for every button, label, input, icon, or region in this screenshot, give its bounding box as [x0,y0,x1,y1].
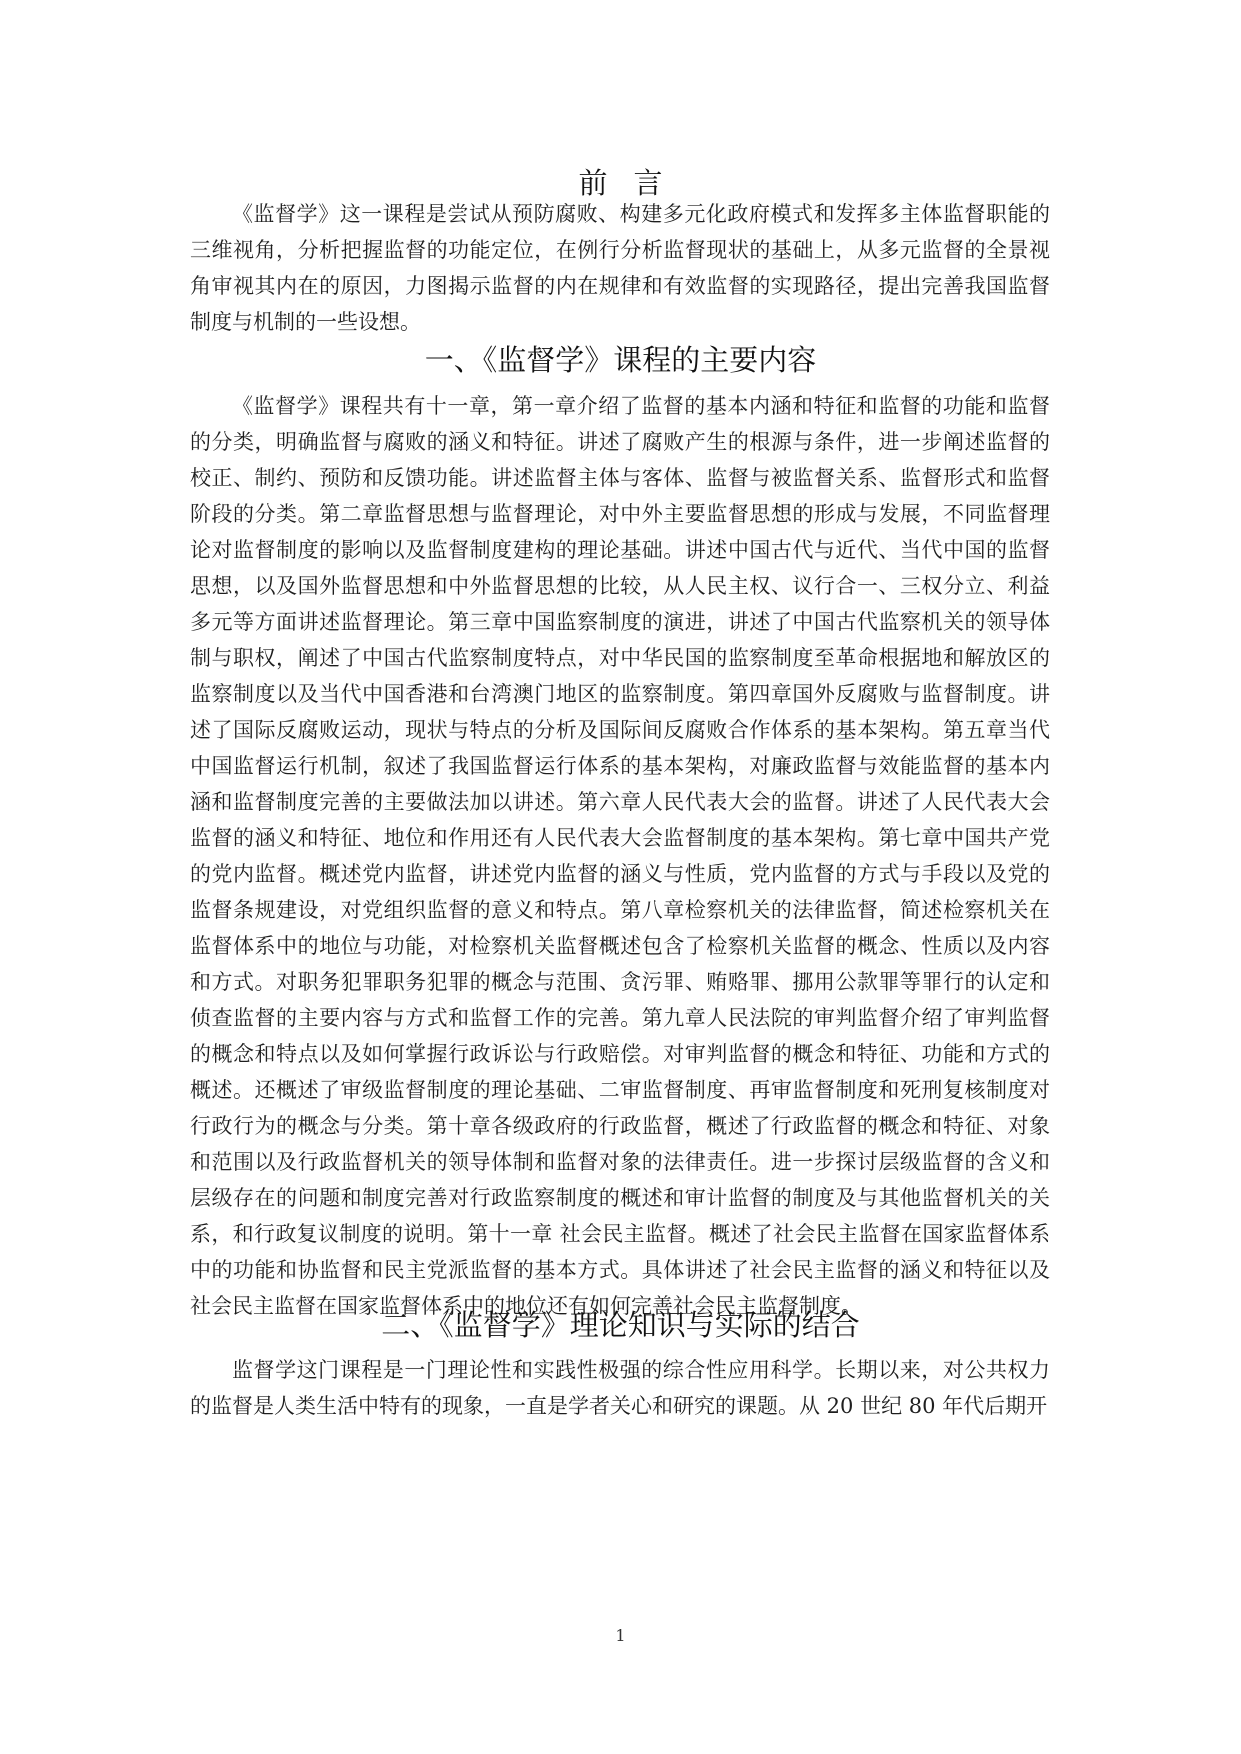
preface-paragraph: 《监督学》这一课程是尝试从预防腐败、构建多元化政府模式和发挥多主体监督职能的三维视角，分析把握监督的功能定位，在例行分析监督现状的基础上，从多元监督的全景视角审视其内在的原因，力图揭示监督的内在规律和有效监督的实现路径，提出完善我国监督制度与机制的一些设想。 [190,202,1050,334]
section-heading-1: 一、《监督学》课程的主要内容 [424,343,817,377]
page-number: 1 [615,1626,626,1645]
preface-block [190,196,1050,340]
page-title: 前言 [578,166,689,200]
section-2-body [190,1352,1050,1424]
section-2-paragraph: 监督学这门课程是一门理论性和实践性极强的综合性应用科学。长期以来，对公共权力的监督是人类生活中特有的现象，一直是学者关心和研究的课题。从 20 世纪 80 年代后期开 [190,1358,1050,1418]
section-heading-2: 二、《监督学》理论知识与实际的结合 [381,1308,860,1342]
section-1-paragraph: 《监督学》课程共有十一章，第一章介绍了监督的基本内涵和特征和监督的功能和监督的分类，明确监督与腐败的涵义和特征。讲述了腐败产生的根源与条件，进一步阐述监督的校正、制约、预防和反馈功能。讲述监督主体与客体、监督与被监督关系、监督形式和监督阶段的分类。第二章监督思想与监督理论，对中外主要监督思想的形成与发展，不同监督理论对监督制度的影响以及监督制度建构的理论基础。讲述中国古代与近代、当代中国的监督思想，以及国外监督思想和中外监督思想的比较，从人民主权、议行合一、三权分立、利益多元等方面讲述监督理论。第三章中国监察制度的演进，讲述了中国古代监察机关的领导体制与职权，阐述了中国古代监察制度特点，对中华民国的监察制度至革命根据地和解放区的监察制度以及当代中国香港和台湾澳门地区的监察制度。第四章国外反腐败与监督制度。讲述了国际反腐败运动，现状与特点的分析及国际间反腐败合作体系的基本架构。第五章当代中国监督运行机制，叙述了我国监督运行体系的基本架构，对廉政监督与效能监督的基本内涵和监督制度完善的主要做法加以讲述。第六章人民代表大会的监督。讲述了人民代表大会监督的涵义和特征、地位和作用还有人民代表大会监督制度的基本架构。第七章中国共产党的党内监督。概述党内监督，讲述党内监督的涵义与性质，党内监督的方式与手段以及党的监督条规建设，对党组织监督的意义和特点。第八章检察机关的法律监督，简述检察机关在监督体系中的地位与功能，对检察机关监督概述包含了检察机关监督的概念、性质以及内容和方式。对职务犯罪职务犯罪的概念与范围、贪污罪、贿赂罪、挪用公款罪等罪行的认定和侦查监督的主要内容与方式和监督工作的完善。第九章人民法院的审判监督介绍了审判监督的概念和特点以及如何掌握行政诉讼与行政赔偿。对审判监督的概念和特征、功能和方式的概述。还概述了审级监督制度的理论基础、二审监督制度、再审监督制度和死刑复核制度对行政行为的概念与分类。第十章各级政府的行政监督，概述了行政监督的概念和特征、对象和范围以及行政监督机关的领导体制和监督对象的法律责任。进一步探讨层级监督的含义和层级存在的问题和制度完善对行政监察制度的概述和审计监督的制度及与其他监督机关的关系，和行政复议制度的说明。第十一章 社会民主监督。概述了社会民主监督在国家监督体系中的功能和协监督和民主党派监督的基本方式。具体讲述了社会民主监督的涵义和特征以及社会民主监督在国家监督体系中的地位还有如何完善社会民主监督制度。 [190,394,1050,1318]
section-1-body [190,388,1050,1324]
